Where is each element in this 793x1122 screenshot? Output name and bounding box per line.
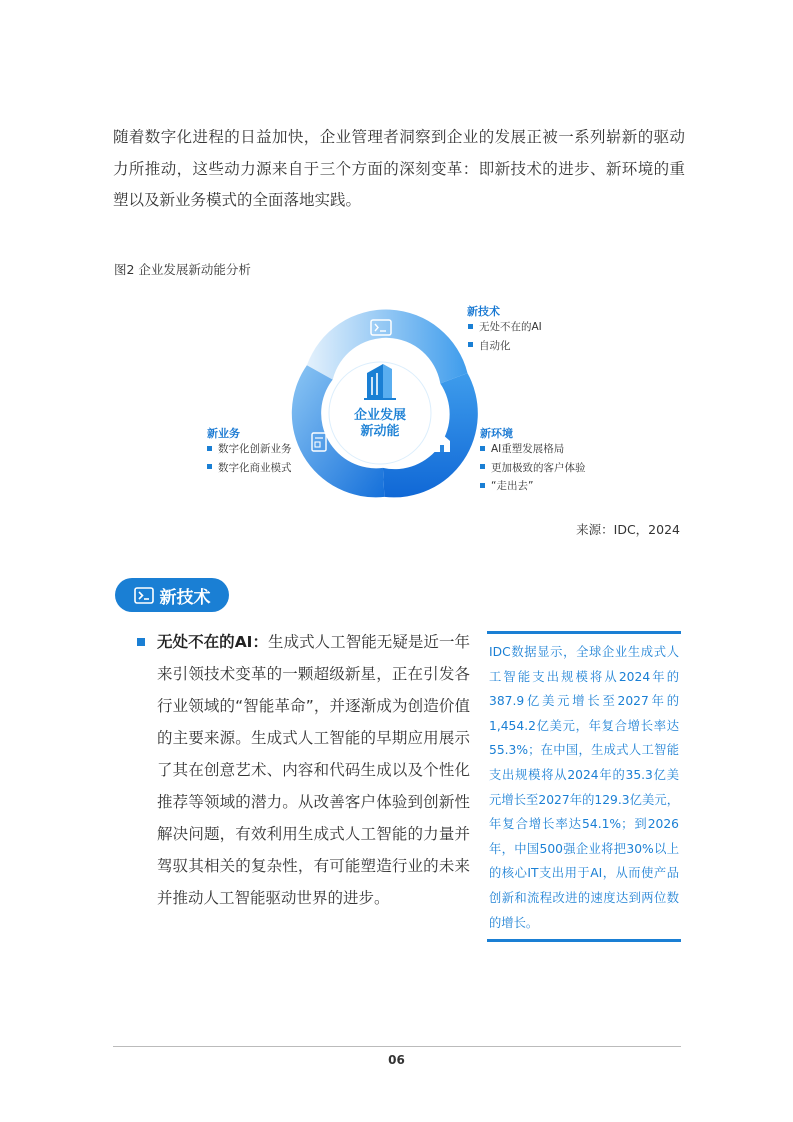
label-new-business: 新业务: [207, 427, 240, 440]
label-new-tech: 新技术: [467, 305, 500, 318]
callout-text: IDC数据显示，全球企业生成式人工智能支出规模将从2024年的387.9亿美元增长至2027年的1,454.2亿美元，年复合增长率达55.3%；在中国，生成式人工智能支出规模将从2024年的35.3亿美元增长至2027年的129.3亿美元，年复合增长率达54.1%；到2026年，中国500强企业将把30%以上的核心IT支出用于AI，从而使产品创新和流程改进的速度达到两位数的增长。: [489, 645, 679, 930]
list-item: 更加极致的客户体验: [480, 459, 586, 478]
main-paragraph: [157, 626, 470, 914]
list-item: 数字化商业模式: [207, 459, 292, 478]
figure-caption: 图2 企业发展新动能分析: [114, 262, 251, 277]
center-label-line1: 企业发展: [353, 408, 407, 423]
intro-paragraph: 随着数字化进程的日益加快，企业管理者洞察到企业的发展正被一系列崭新的驱动力所推动，这些动力源来自于三个方面的深刻变革：即新技术的进步、新环境的重塑以及新业务模式的全面落地实践。: [113, 128, 685, 209]
list-new-tech: [468, 318, 542, 355]
main-lead: 无处不在的AI：: [157, 633, 269, 651]
footer-divider: [113, 1046, 681, 1047]
list-item: 无处不在的AI: [468, 318, 542, 337]
terminal-icon: [134, 587, 154, 604]
list-new-environment: [480, 440, 586, 496]
figure-source: 来源：IDC，2024: [576, 522, 680, 537]
list-item: AI重塑发展格局: [480, 440, 586, 459]
section-header: [115, 578, 229, 612]
bullet-marker: [137, 638, 145, 646]
list-item: “走出去”: [480, 477, 586, 496]
main-body: 生成式人工智能无疑是近一年来引领技术变革的一颗超级新星，正在引发各行业领域的“智能革命”，并逐渐成为创造价值的主要来源。生成式人工智能的早期应用展示了其在创意艺术、内容和代码生成以及个性化推荐等领域的潜力。从改善客户体验到创新性解决问题，有效利用生成式人工智能的力量并驾驭其相关的复杂性，有可能塑造行业的未来并推动人工智能驱动世界的进步。: [157, 633, 470, 907]
idc-callout: [487, 631, 681, 942]
main-content: [137, 626, 470, 914]
cycle-diagram: [280, 303, 480, 503]
list-item: 数字化创新业务: [207, 440, 292, 459]
list-new-business: [207, 440, 292, 477]
section-title: 新技术: [159, 587, 211, 608]
center-label-line2: 新动能: [360, 424, 400, 439]
list-item: 自动化: [468, 337, 542, 356]
label-new-environment: 新环境: [480, 427, 513, 440]
page-number: 06: [388, 1053, 405, 1067]
